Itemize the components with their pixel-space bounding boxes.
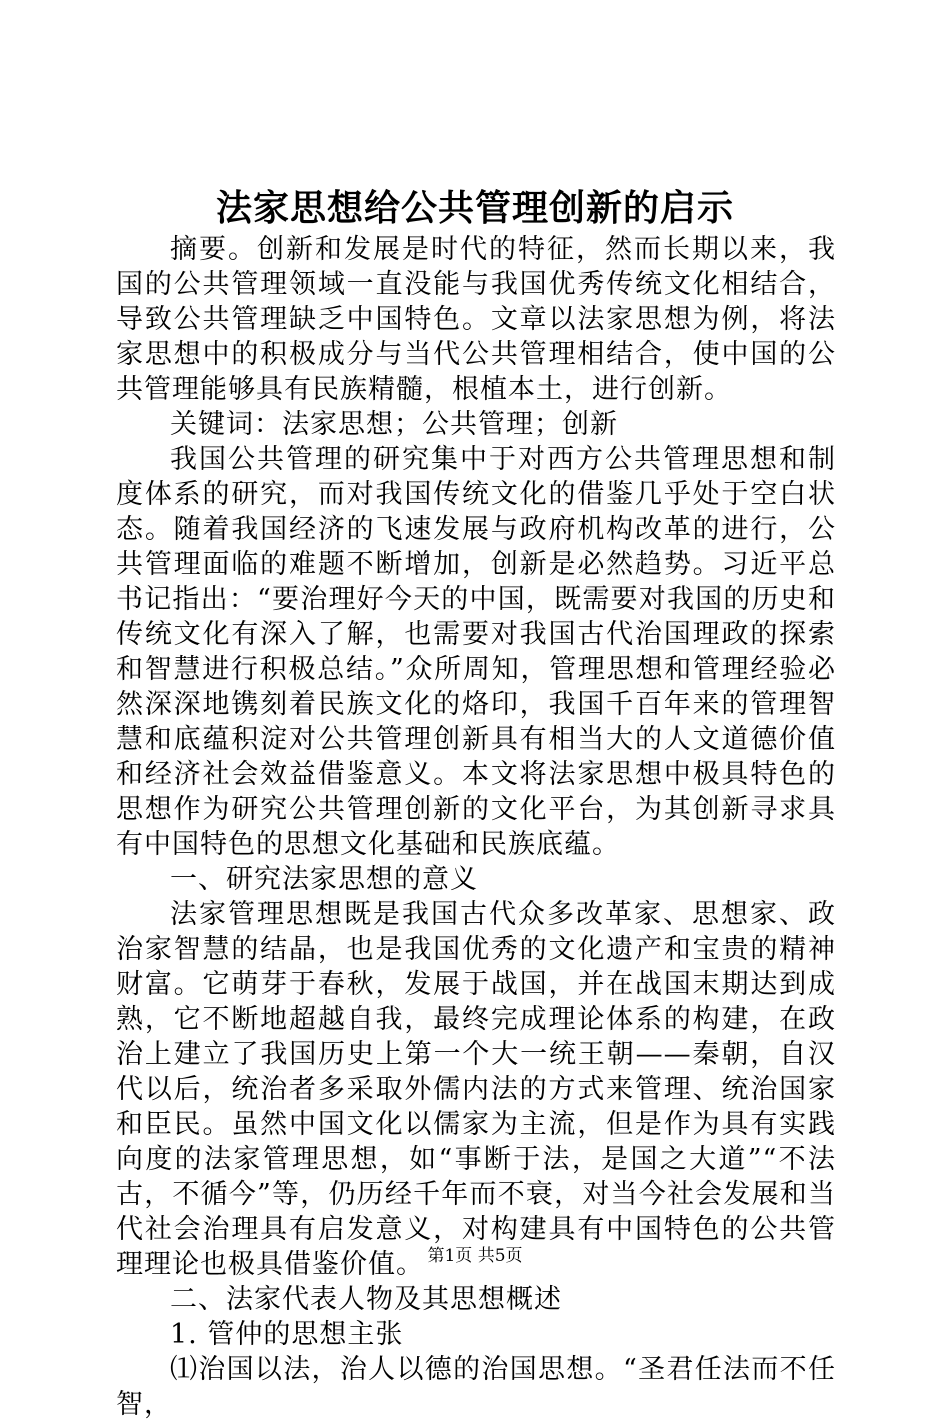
- document-title: 法家思想给公共管理创新的启示: [215, 187, 734, 229]
- section-heading-2: 二、法家代表人物及其思想概述: [170, 1284, 562, 1315]
- abstract-paragraph: 摘要。创新和发展是时代的特征，然而长期以来，我国的公共管理领域一直没能与我国优秀传统文化相结合，导致公共管理缺乏中国特色。文章以法家思想为例，将法家思想中的积极成分与当代公共管理相结合，使中国的公共管理能够具有民族精髓，根植本土，进行创新。: [116, 234, 836, 405]
- intro-paragraph: 我国公共管理的研究集中于对西方公共管理思想和制度体系的研究，而对我国传统文化的借鉴几乎处于空白状态。随着我国经济的飞速发展与政府机构改革的进行，公共管理面临的难题不断增加，创新是必然趋势。习近平总书记指出：“要治理好今天的中国，既需要对我国的历史和传统文化有深入了解，也需要对我国古代治国理政的探索和智慧进行积极总结。”众所周知，管理思想和管理经验必然深深地镌刻着民族文化的烙印，我国千百年来的管理智慧和底蕴积淀对公共管理创新具有相当大的人文道德价值和经济社会效益借鉴意义。本文将法家思想中极具特色的思想作为研究公共管理创新的文化平台，为其创新寻求具有中国特色的思想文化基础和民族底蕴。: [116, 444, 836, 860]
- section-1-paragraph: 法家管理思想既是我国古代众多改革家、思想家、政治家智慧的结晶，也是我国优秀的文化遗产和宝贵的精神财富。它萌芽于春秋，发展于战国，并在战国末期达到成熟，它不断地超越自我，最终完成理论体系的构建，在政治上建立了我国历史上第一个大一统王朝——秦朝，自汉代以后，统治者多采取外儒内法的方式来管理、统治国家和臣民。虽然中国文化以儒家为主流，但是作为具有实践向度的法家管理思想，如“事断于法，是国之大道”“不法古，不循今”等，仍历经千年而不衰，对当今社会发展和当代社会治理具有启发意义，对构建具有中国特色的公共管理理论也极具借鉴价值。: [116, 899, 836, 1280]
- page-footer: 第1页 共5页: [427, 1246, 523, 1266]
- subsection-1-paragraph: ⑴治国以法，治人以德的治国思想。“圣君任法而不任智，: [116, 1354, 836, 1420]
- section-heading-1: 一、研究法家思想的意义: [170, 864, 478, 895]
- subsection-heading-1: 1. 管仲的思想主张: [170, 1319, 404, 1350]
- keywords-paragraph: 关键词：法家思想；公共管理；创新: [170, 409, 618, 440]
